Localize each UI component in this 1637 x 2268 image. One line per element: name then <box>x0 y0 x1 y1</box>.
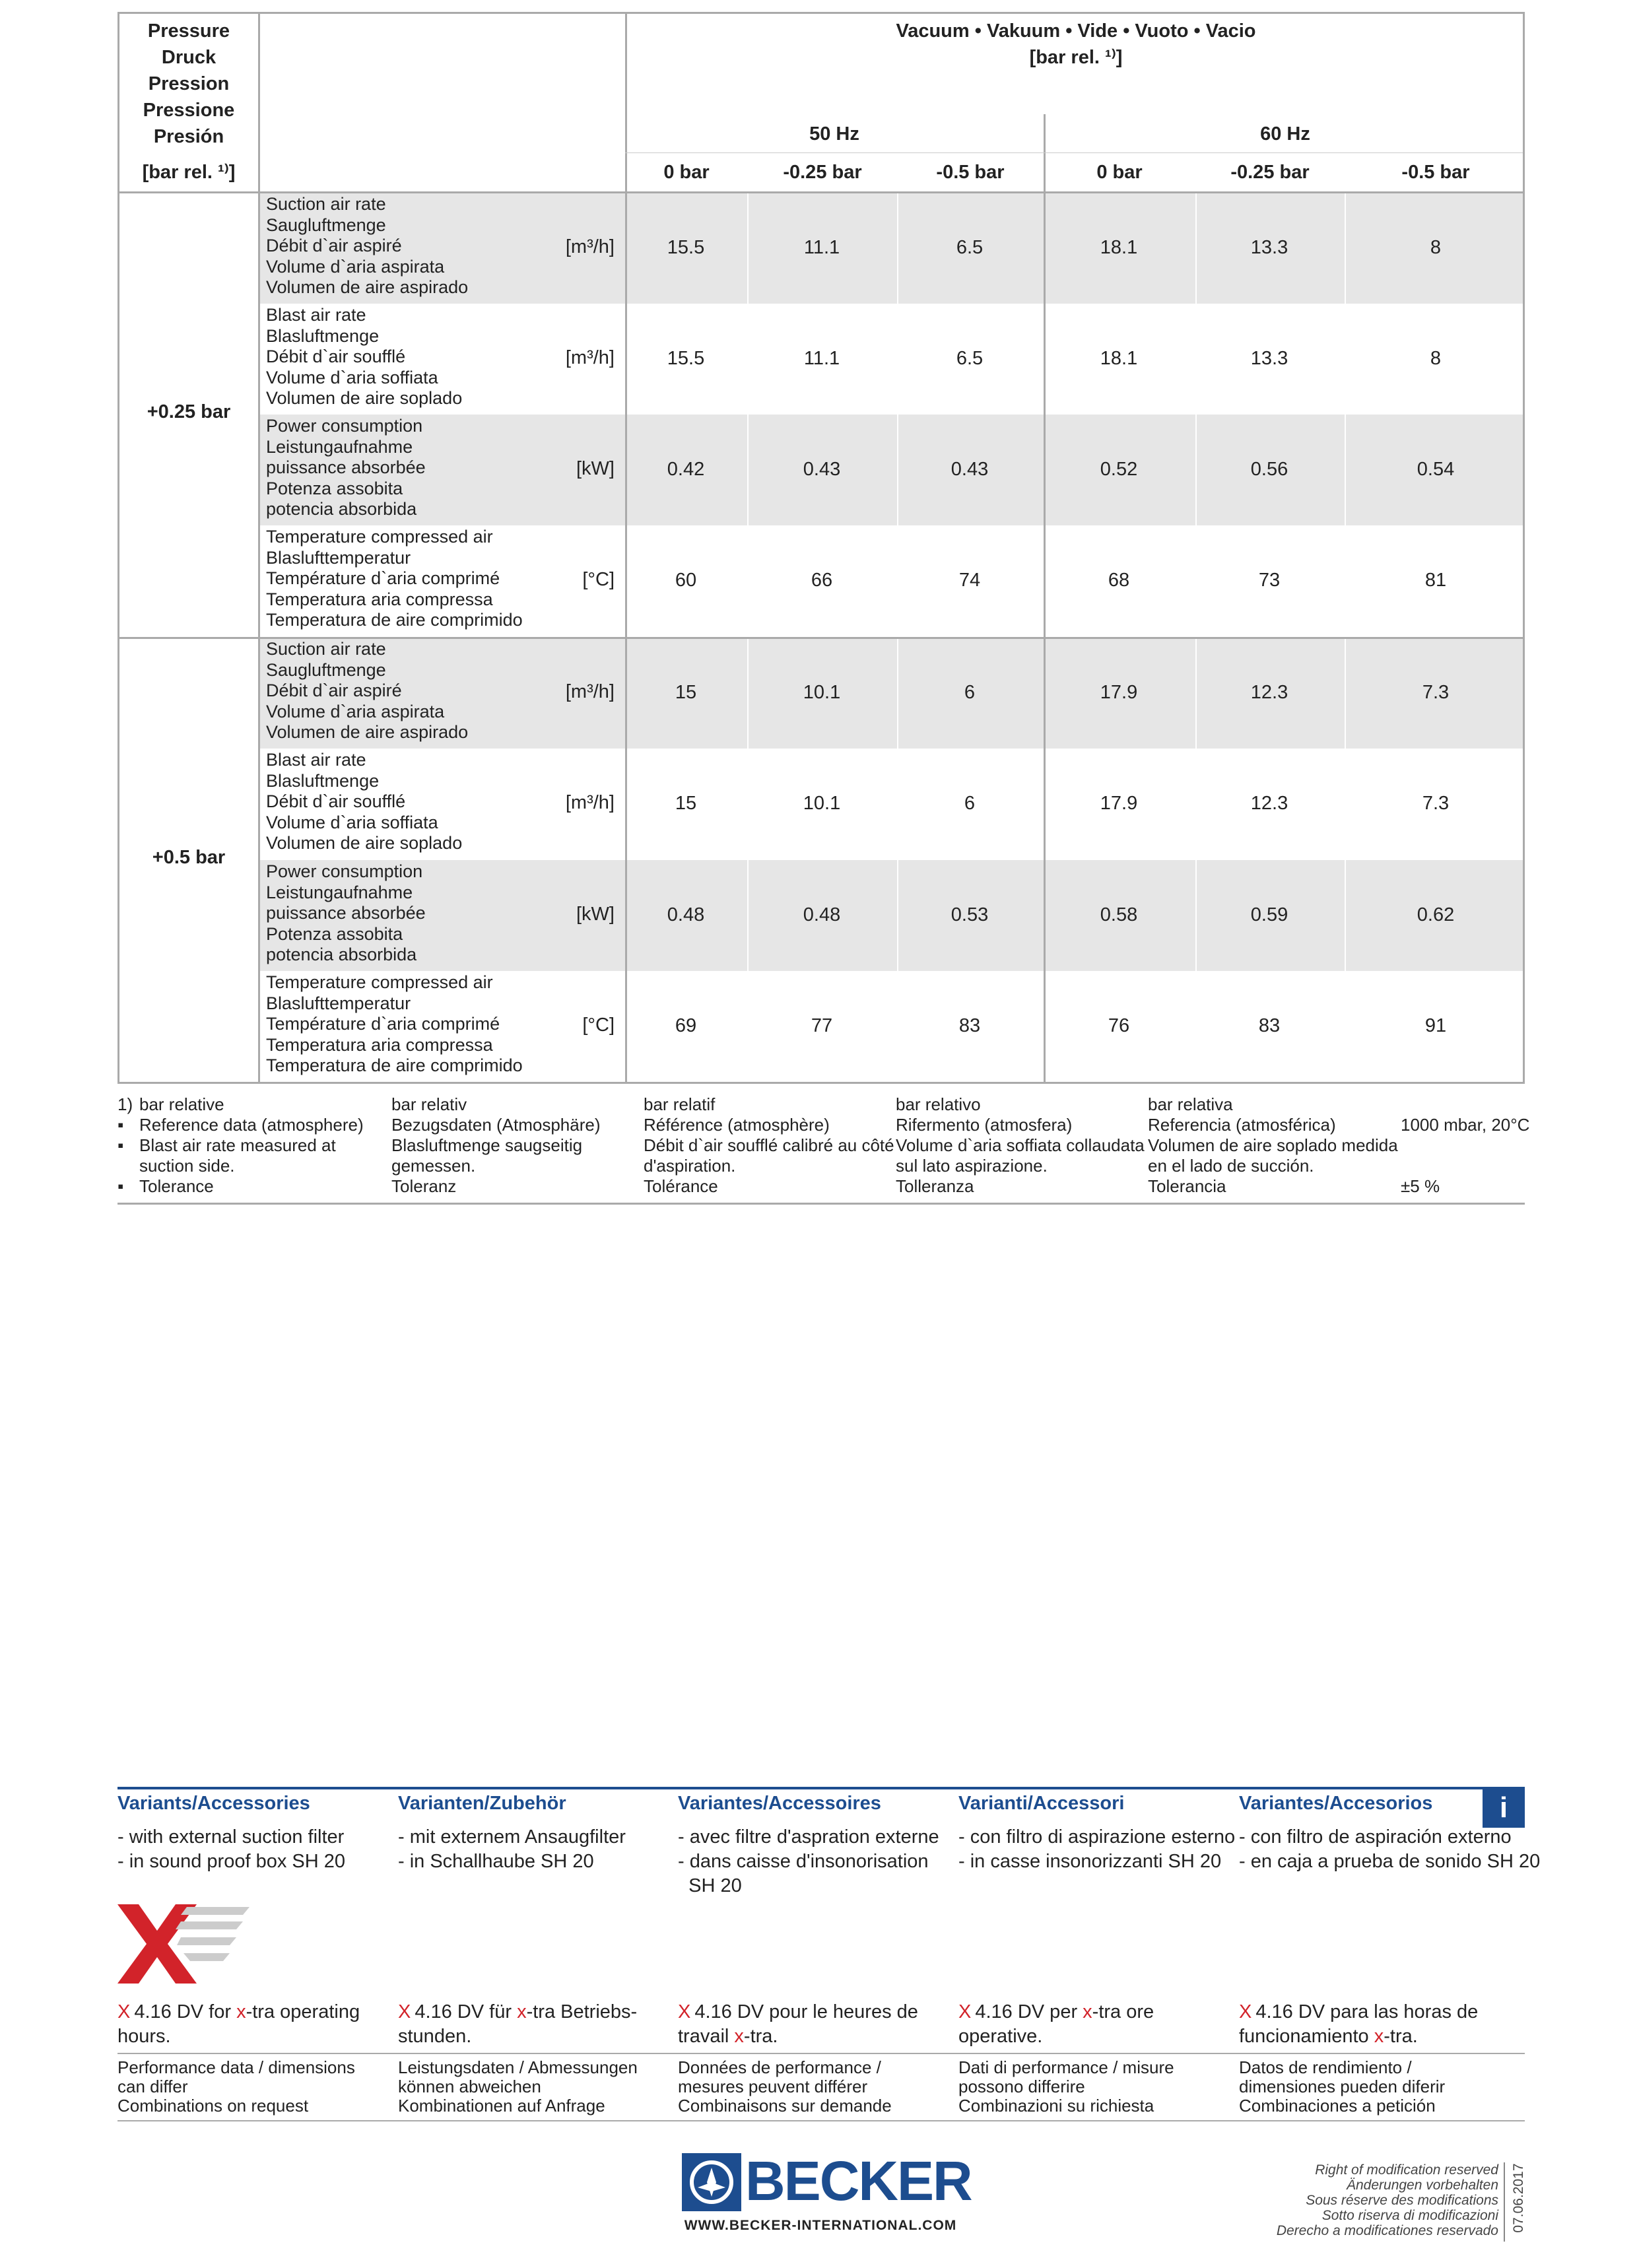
value-cell: 0.43 <box>951 459 989 480</box>
row-label: Blast air rate Blasluftmenge Débit d`air soufflé Volume d`aria soffiata Volumen de aire soplado <box>266 305 463 408</box>
variants-top-rule <box>117 1787 1525 1789</box>
xtra-text: X 4.16 DV per x-tra ore operative. <box>958 2001 1154 2047</box>
variant-title: Varianten/Zubehör <box>398 1793 566 1814</box>
row-unit: [kW] <box>576 458 615 479</box>
value-cell: 17.9 <box>1100 682 1138 703</box>
value-cell: 66 <box>811 570 833 591</box>
row-unit: [m³/h] <box>565 347 615 368</box>
group-pressure: +0.25 bar <box>147 401 231 422</box>
x-letter: X <box>117 2001 131 2022</box>
variant-items: - with external suction filter - in sound proof box SH 20 <box>117 1826 345 1872</box>
value-cell: 15.5 <box>667 237 705 258</box>
freq-50hz: 50 Hz <box>809 123 859 145</box>
freq-60hz: 60 Hz <box>1260 123 1310 145</box>
value-cell: 0.56 <box>1250 459 1288 480</box>
value-cell: 11.1 <box>803 348 840 369</box>
performance-table <box>117 12 1525 1084</box>
value-cell: 76 <box>1108 1015 1130 1036</box>
row-label: Power consumption Leistungaufnahme puissance absorbée Potenza assobita potencia absorbida <box>266 861 426 964</box>
variant-note: Datos de rendimiento / dimensiones pueden diferir Combinaciones a petición <box>1239 2057 1446 2116</box>
row-label: Power consumption Leistungaufnahme puissance absorbée Potenza assobita potencia absorbida <box>266 416 426 519</box>
footnote-col-it: bar relativo Rifermento (atmosfera) Volume d`aria soffiata collaudata sul lato aspirazione. Tolleranza <box>896 1094 1145 1196</box>
variants-bottom-rule <box>117 2120 1525 2121</box>
value-cell: 0.59 <box>1250 904 1288 925</box>
variant-items: - mit externem Ansaugfilter - in Schallhaube SH 20 <box>398 1826 626 1872</box>
value-cell: 13.3 <box>1250 348 1288 369</box>
pressure-unit: [bar rel. ¹⁾] <box>142 162 236 183</box>
row-unit: [°C] <box>582 569 615 590</box>
value-cell: 0.42 <box>667 459 705 480</box>
value-cell: 7.3 <box>1422 793 1450 814</box>
value-cell: 11.1 <box>803 237 840 258</box>
footnote-col-es: bar relativa Referencia (atmosférica) Volumen de aire soplado medida en el lado de succión. Tolerancia <box>1148 1094 1398 1196</box>
row-unit: [°C] <box>582 1015 615 1036</box>
col-header: -0.5 bar <box>936 162 1005 183</box>
value-cell: 83 <box>958 1015 981 1036</box>
row-label: Suction air rate Saugluftmenge Débit d`air aspiré Volume d`aria aspirata Volumen de aire aspirado <box>266 639 469 742</box>
xtra-text: X 4.16 DV para las horas de funcionamiento x-tra. <box>1239 2001 1479 2047</box>
col-header: 0 bar <box>1096 162 1143 183</box>
value-cell: 81 <box>1424 570 1447 591</box>
footnote-col-en: bar relative Reference data (atmosphere) Blast air rate measured at suction side. Tolerance <box>139 1094 364 1196</box>
rights-reserved: Right of modification reserved Änderungen vorbehalten Sous réserve des modifications Sotto riserva di modificazioni Derecho a modificationes reservado <box>1276 2162 1498 2238</box>
value-cell: 10.1 <box>803 793 841 814</box>
bullet-icon: ▪ <box>117 1115 124 1135</box>
row-label: Suction air rate Saugluftmenge Débit d`air aspiré Volume d`aria aspirata Volumen de aire aspirado <box>266 194 469 297</box>
value-cell: 0.53 <box>951 904 989 925</box>
value-cell: 18.1 <box>1100 237 1138 258</box>
footnote-col-de: bar relativ Bezugsdaten (Atmosphäre) Blasluftmenge saugseitig gemessen. Toleranz <box>391 1094 601 1196</box>
row-unit: [m³/h] <box>565 681 615 702</box>
xtra-text: X 4.16 DV for x-tra operating hours. <box>117 2001 360 2047</box>
brand-name: BECKER <box>745 2150 972 2212</box>
row-band <box>258 860 1523 971</box>
value-cell: 91 <box>1424 1015 1447 1036</box>
x-letter: X <box>398 2001 411 2022</box>
value-cell: 0.43 <box>803 459 841 480</box>
row-unit: [kW] <box>576 904 615 925</box>
x-letter: X <box>1239 2001 1252 2022</box>
value-cell: 8 <box>1430 237 1442 258</box>
becker-logo <box>682 2150 972 2212</box>
x-letter: X <box>678 2001 691 2022</box>
row-band <box>258 415 1523 525</box>
variant-items: - con filtro di aspirazione esterno - in casse insonorizzanti SH 20 <box>958 1826 1236 1872</box>
value-cell: 6 <box>964 682 976 703</box>
value-cell: 12.3 <box>1250 682 1288 703</box>
value-cell: 6.5 <box>956 348 984 369</box>
row-unit: [m³/h] <box>565 792 615 813</box>
value-cell: 15.5 <box>667 348 705 369</box>
value-cell: 68 <box>1108 570 1130 591</box>
value-cell: 12.3 <box>1250 793 1288 814</box>
value-cell: 15 <box>675 682 697 703</box>
info-icon: i <box>1483 1788 1525 1828</box>
reference-value: 1000 mbar, 20°C <box>1401 1115 1530 1135</box>
value-cell: 6.5 <box>956 237 984 258</box>
row-label: Temperature compressed air Blaslufttemperatur Température d`aria comprimé Temperatura aria compressa Temperatura de aire comprimido <box>266 527 523 630</box>
website-link[interactable]: WWW.BECKER-INTERNATIONAL.COM <box>684 2218 957 2233</box>
row-unit: [m³/h] <box>565 236 615 257</box>
variants-mid-rule <box>117 2053 1525 2054</box>
vacuum-header: Vacuum • Vakuum • Vide • Vuoto • Vacio <box>896 20 1256 42</box>
becker-emblem-icon <box>682 2153 741 2211</box>
value-cell: 60 <box>675 570 697 591</box>
value-cell: 83 <box>1258 1015 1281 1036</box>
footnote-marker: 1) <box>117 1094 133 1114</box>
value-cell: 18.1 <box>1100 348 1138 369</box>
xtra-text: X 4.16 DV pour le heures de travail x-tra. <box>678 2001 918 2047</box>
variant-note: Dati di performance / misure possono differire Combinazioni su richiesta <box>958 2057 1174 2116</box>
value-cell: 15 <box>675 793 697 814</box>
col-header: 0 bar <box>663 162 710 183</box>
tolerance-value: ±5 % <box>1401 1176 1440 1196</box>
xtra-logo-icon <box>117 1904 250 1984</box>
value-cell: 0.62 <box>1417 904 1455 925</box>
value-cell: 6 <box>964 793 976 814</box>
variant-note: Performance data / dimensions can differ Combinations on request <box>117 2057 355 2116</box>
col-header: -0.25 bar <box>1230 162 1310 183</box>
footnote-col-fr: bar relatif Référence (atmosphère) Débit d`air soufflé calibré au côté d'aspiration. Tolérance <box>644 1094 894 1196</box>
value-cell: 69 <box>675 1015 697 1036</box>
value-cell: 73 <box>1258 570 1281 591</box>
value-cell: 0.48 <box>803 904 841 925</box>
variant-note: Données de performance / mesures peuvent différer Combinaisons sur demande <box>678 2057 892 2116</box>
variant-title: Variants/Accessories <box>117 1793 310 1814</box>
col-header: -0.5 bar <box>1401 162 1470 183</box>
footnote-divider <box>117 1203 1525 1205</box>
variant-note: Leistungsdaten / Abmessungen können abweichen Kombinationen auf Anfrage <box>398 2057 638 2116</box>
value-cell: 10.1 <box>803 682 841 703</box>
variant-title: Variantes/Accessoires <box>678 1793 881 1814</box>
value-cell: 0.48 <box>667 904 705 925</box>
bullet-icon: ▪ <box>117 1176 124 1196</box>
variant-items: - con filtro de aspiración externo - en caja a prueba de sonido SH 20 <box>1239 1826 1541 1872</box>
bullet-icon: ▪ <box>117 1135 124 1155</box>
col-header: -0.25 bar <box>783 162 862 183</box>
value-cell: 8 <box>1430 348 1442 369</box>
x-letter: X <box>958 2001 972 2022</box>
variant-title: Variantes/Accesorios <box>1239 1793 1433 1814</box>
value-cell: 0.52 <box>1100 459 1138 480</box>
xtra-text: X 4.16 DV für x-tra Betriebs-stunden. <box>398 2001 638 2047</box>
value-cell: 17.9 <box>1100 793 1138 814</box>
value-cell: 74 <box>958 570 981 591</box>
row-label: Temperature compressed air Blaslufttemperatur Température d`aria comprimé Temperatura aria compressa Temperatura de aire comprimido <box>266 972 523 1075</box>
value-cell: 7.3 <box>1422 682 1450 703</box>
vacuum-unit: [bar rel. ¹⁾] <box>1029 47 1123 68</box>
footer-divider <box>1504 2162 1505 2242</box>
variant-title: Varianti/Accessori <box>958 1793 1125 1814</box>
value-cell: 13.3 <box>1250 237 1288 258</box>
value-cell: 0.58 <box>1100 904 1138 925</box>
variant-items: - avec filtre d'aspration externe - dans caisse d'insonorisation SH 20 <box>678 1826 939 1896</box>
document-date: 07.06.2017 <box>1511 2163 1526 2233</box>
row-label: Blast air rate Blasluftmenge Débit d`air soufflé Volume d`aria soffiata Volumen de aire soplado <box>266 750 463 853</box>
value-cell: 77 <box>811 1015 833 1036</box>
pressure-header: Pressure Druck Pression Pressione Presión <box>143 20 235 147</box>
value-cell: 0.54 <box>1417 459 1455 480</box>
group-pressure: +0.5 bar <box>152 847 226 868</box>
